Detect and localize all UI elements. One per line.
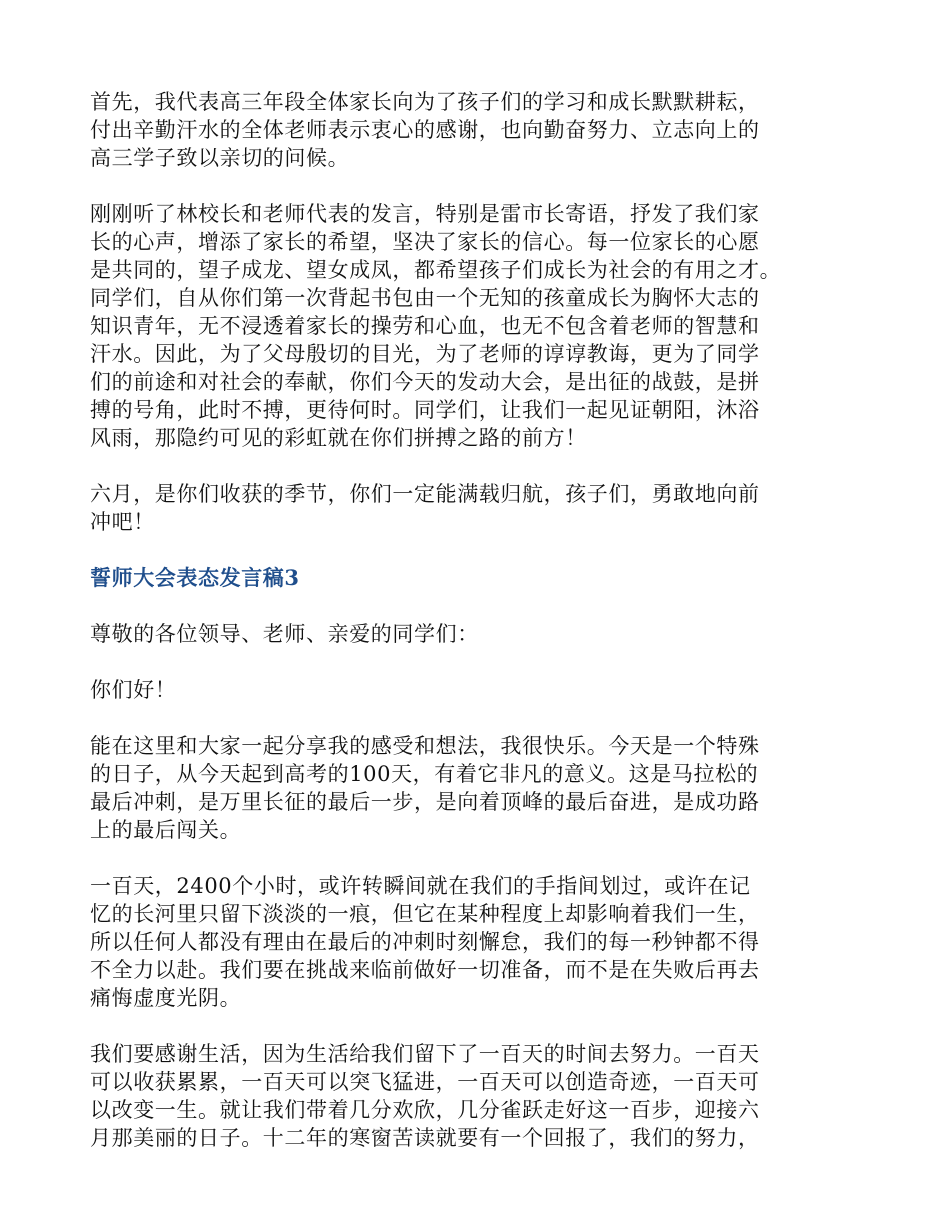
text-line: 同学们，自从你们第一次背起书包由一个无知的孩童成长为胸怀大志的 [90, 286, 760, 310]
paragraph-thank-life [90, 1040, 880, 1152]
text-line: 月那美丽的日子。十二年的寒窗苦读就要有一个回报了，我们的努力， [90, 1126, 760, 1150]
paragraph-salutation [90, 620, 880, 648]
text-line: 冲吧！ [90, 510, 155, 534]
text-line: 可以收获累累，一百天可以突飞猛进，一百天可以创造奇迹，一百天可 [90, 1070, 760, 1094]
text-line: 我们要感谢生活，因为生活给我们留下了一百天的时间去努力。一百天 [90, 1042, 760, 1066]
paragraph-hundred-days [90, 872, 880, 1012]
text-line: 以改变一生。就让我们带着几分欢欣，几分雀跃走好这一百步，迎接六 [90, 1098, 760, 1122]
text-line: 的日子，从今天起到高考的100天，有着它非凡的意义。这是马拉松的 [90, 762, 759, 786]
text-line: 刚刚听了林校长和老师代表的发言，特别是雷市长寄语，抒发了我们家 [90, 202, 760, 226]
section-heading: 誓师大会表态发言稿3 [90, 565, 300, 590]
document-page [90, 88, 880, 1180]
text-line: 搏的号角，此时不搏，更待何时。同学们，让我们一起见证朝阳，沐浴 [90, 398, 760, 422]
text-line: 汗水。因此，为了父母殷切的目光，为了老师的谆谆教诲，更为了同学 [90, 342, 760, 366]
text-line: 你们好！ [90, 678, 177, 702]
text-line: 知识青年，无不浸透着家长的操劳和心血，也无不包含着老师的智慧和 [90, 314, 760, 338]
text-line: 能在这里和大家一起分享我的感受和想法，我很快乐。今天是一个特殊 [90, 734, 760, 758]
text-line: 尊敬的各位领导、老师、亲爱的同学们： [90, 622, 479, 646]
text-line: 们的前途和对社会的奉献，你们今天的发动大会，是出征的战鼓，是拼 [90, 370, 760, 394]
paragraph-june [90, 480, 880, 536]
text-line: 一百天，2400个小时，或许转瞬间就在我们的手指间划过，或许在记 [90, 874, 751, 898]
text-line: 付出辛勤汗水的全体老师表示衷心的感谢，也向勤奋努力、立志向上的 [90, 118, 760, 142]
text-line: 最后冲刺，是万里长征的最后一步，是向着顶峰的最后奋进，是成功路 [90, 790, 760, 814]
paragraph-greeting [90, 676, 880, 704]
text-line: 是共同的，望子成龙、望女成凤，都希望孩子们成长为社会的有用之才。 [90, 258, 782, 282]
text-line: 上的最后闯关。 [90, 818, 242, 842]
paragraph-gratitude [90, 88, 880, 172]
text-line: 六月，是你们收获的季节，你们一定能满载归航，孩子们，勇敢地向前 [90, 482, 760, 506]
text-line: 长的心声，增添了家长的希望，坚决了家长的信心。每一位家长的心愿 [90, 230, 760, 254]
text-line: 风雨，那隐约可见的彩虹就在你们拼搏之路的前方！ [90, 426, 587, 450]
paragraph-parents-voice [90, 200, 880, 452]
text-line: 首先，我代表高三年段全体家长向为了孩子们的学习和成长默默耕耘， [90, 90, 760, 114]
text-line: 不全力以赴。我们要在挑战来临前做好一切准备，而不是在失败后再去 [90, 958, 760, 982]
text-line: 忆的长河里只留下淡淡的一痕，但它在某种程度上却影响着我们一生， [90, 902, 760, 926]
text-line: 高三学子致以亲切的问候。 [90, 146, 350, 170]
paragraph-special-day [90, 732, 880, 844]
text-line: 痛悔虚度光阴。 [90, 986, 242, 1010]
text-line: 所以任何人都没有理由在最后的冲刺时刻懈怠，我们的每一秒钟都不得 [90, 930, 760, 954]
